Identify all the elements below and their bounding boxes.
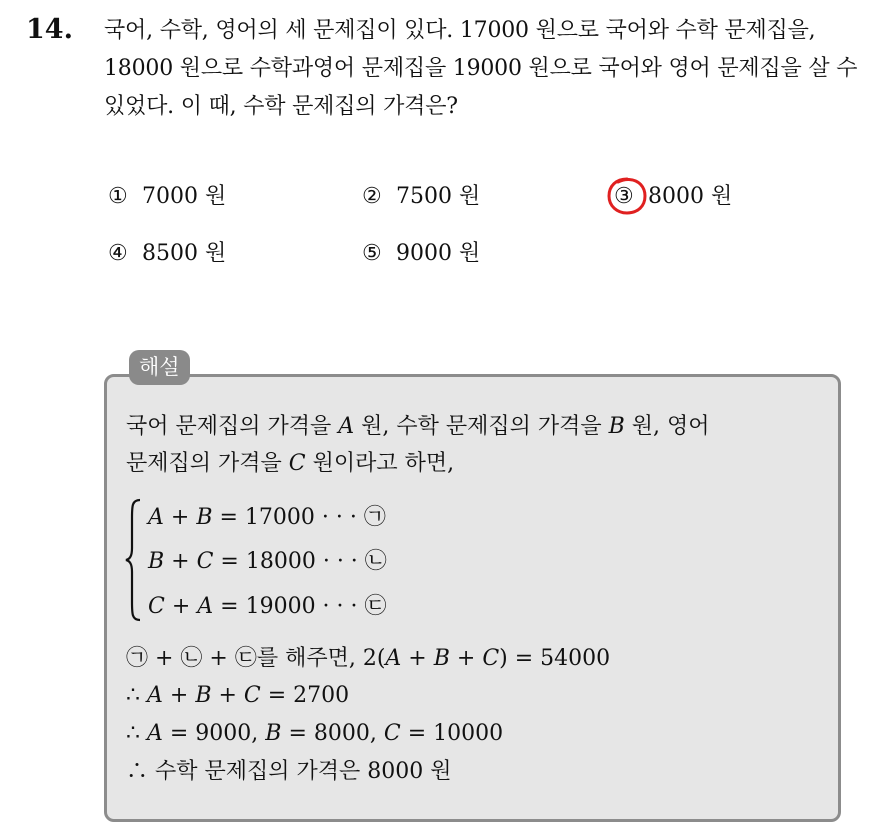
choice-2-mark: ② <box>362 184 382 209</box>
choice-3-mark: ③ <box>614 184 634 209</box>
eq-op: + <box>164 594 198 619</box>
step-text: = 10000 <box>400 721 504 746</box>
choice-4-text: 8500 원 <box>142 241 227 266</box>
variable-b: B <box>195 683 212 708</box>
solution-line-1 <box>126 412 710 442</box>
question-text: 국어, 수학, 영어의 세 문제집이 있다. 17000 원으로 국어와 수학 문제집을, 18000 원으로 수학과영어 문제집을 19000 원으로 국어와 영어 문제집을 살 수 있었다. 이 때, 수학 문제집의 가격은? <box>104 18 858 119</box>
choice-1[interactable] <box>108 182 226 212</box>
step-text: = 8000, <box>281 721 384 746</box>
solution-step-2: ∴ A + B + C = 2700 <box>126 683 350 708</box>
eq-op: + <box>163 505 197 530</box>
solution-text: 원, 영어 <box>624 414 710 439</box>
eq-var: A <box>197 594 214 619</box>
choice-2[interactable] <box>362 182 480 212</box>
solution-conclusion: ∴ 수학 문제집의 가격은 8000 원 <box>126 759 452 784</box>
equation-3 <box>148 592 387 622</box>
variable-b: B <box>433 646 450 671</box>
equation-1 <box>148 503 386 533</box>
eq-op: + <box>164 549 197 574</box>
variable-c: C <box>288 451 306 476</box>
eq-rhs: = 19000 · · · ㉢ <box>213 594 387 619</box>
eq-var: A <box>148 505 164 530</box>
equation-2 <box>148 547 387 577</box>
variable-a: A <box>338 414 355 439</box>
variable-c: C <box>383 721 401 746</box>
variable-a: A <box>147 683 163 708</box>
step-text: = 9000, <box>162 721 266 746</box>
choice-3-text: 8000 원 <box>648 184 733 209</box>
eq-var: C <box>196 549 214 574</box>
therefore-symbol: ∴ <box>126 683 147 708</box>
left-brace-icon <box>124 498 144 622</box>
variable-b: B <box>265 721 282 746</box>
eq-var: B <box>148 549 165 574</box>
solution-step-1: ㉠ + ㉡ + ㉢를 해주면, 2(A + B + C) = 54000 <box>126 646 611 671</box>
choice-2-text: 7500 원 <box>396 184 481 209</box>
solution-text: 문제집의 가격을 <box>126 451 289 476</box>
solution-text: 원이라고 하면, <box>305 451 455 476</box>
variable-a: A <box>147 721 163 746</box>
step-text: ) = 54000 <box>499 646 611 671</box>
choice-4-mark: ④ <box>108 241 128 266</box>
variable-a: A <box>385 646 402 671</box>
choice-1-mark: ① <box>108 184 128 209</box>
choice-5[interactable] <box>362 239 480 269</box>
question-number: 14. <box>26 14 73 45</box>
choice-4[interactable] <box>108 239 226 269</box>
solution-step-3 <box>126 719 503 749</box>
step-text: = 2700 <box>260 683 350 708</box>
eq-rhs: = 18000 · · · ㉡ <box>213 549 387 574</box>
solution-text: 국어 문제집의 가격을 <box>126 414 339 439</box>
solution-text: 원, 수학 문제집의 가격을 <box>354 414 609 439</box>
choice-1-text: 7000 원 <box>142 184 227 209</box>
variable-c: C <box>243 683 261 708</box>
choice-3[interactable] <box>614 182 732 212</box>
solution-line-2 <box>126 449 454 479</box>
eq-rhs: = 17000 · · · ㉠ <box>212 505 386 530</box>
eq-var: B <box>196 505 213 530</box>
eq-var: C <box>148 594 165 619</box>
therefore-symbol: ∴ <box>126 721 147 746</box>
choice-5-text: 9000 원 <box>396 241 481 266</box>
solution-tag: 해설 <box>129 350 190 385</box>
step-text: ㉠ + ㉡ + ㉢를 해주면, 2( <box>126 646 386 671</box>
variable-c: C <box>482 646 500 671</box>
choice-5-mark: ⑤ <box>362 241 382 266</box>
variable-b: B <box>608 414 625 439</box>
